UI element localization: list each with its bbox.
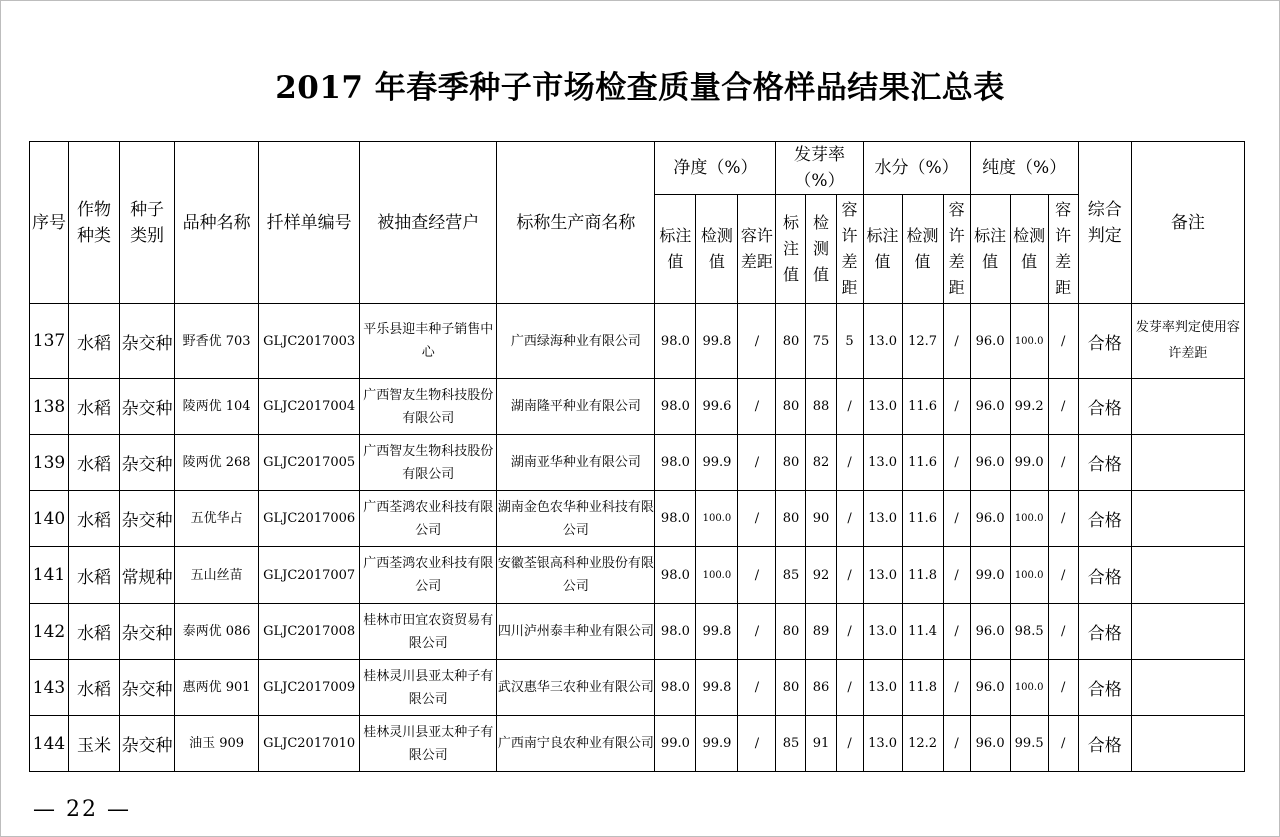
row-germ-tolerance: /: [836, 604, 863, 660]
header-seed-type: 种子类别: [120, 142, 175, 304]
row-sample-no: GLJC2017003: [259, 304, 360, 379]
header-moist-labeled: 标注值: [863, 195, 902, 304]
header-row-groups: [30, 142, 1245, 195]
row-dealer: 广西智友生物科技股份有限公司: [360, 379, 497, 435]
row-seq: 140: [30, 491, 69, 547]
header-crop: 作物种类: [69, 142, 120, 304]
row-clean-tested: 99.9: [696, 716, 738, 772]
row-pure-tolerance: /: [1048, 547, 1078, 604]
row-germ-labeled: 80: [776, 379, 806, 435]
row-clean-tolerance: /: [738, 716, 776, 772]
row-pure-labeled: 96.0: [970, 604, 1010, 660]
header-dealer: 被抽查经营户: [360, 142, 497, 304]
row-moist-tolerance: /: [943, 547, 970, 604]
row-moist-labeled: 13.0: [863, 660, 902, 716]
row-remark: [1131, 379, 1244, 435]
row-variety: 五山丝苗: [175, 547, 259, 604]
row-moist-tested: 11.8: [902, 547, 943, 604]
row-verdict: 合格: [1078, 660, 1131, 716]
row-germ-tolerance: /: [836, 716, 863, 772]
row-crop: 水稻: [69, 435, 120, 491]
row-verdict: 合格: [1078, 604, 1131, 660]
row-dealer: 广西荃鸿农业科技有限公司: [360, 547, 497, 604]
row-germ-tolerance: /: [836, 660, 863, 716]
row-variety: 惠两优 901: [175, 660, 259, 716]
row-germ-tolerance: /: [836, 491, 863, 547]
row-seed-type: 杂交种: [120, 379, 175, 435]
row-pure-tested: 99.5: [1010, 716, 1048, 772]
header-pure-tested: 检测值: [1010, 195, 1048, 304]
header-pure-labeled: 标注值: [970, 195, 1010, 304]
page-title: 2017 年春季种子市场检查质量合格样品结果汇总表: [275, 70, 1005, 106]
row-producer: 湖南金色农华种业科技有限公司: [497, 491, 655, 547]
row-clean-tested: 99.8: [696, 660, 738, 716]
row-clean-tolerance: /: [738, 435, 776, 491]
header-purity-clean: 净度（%）: [655, 142, 776, 195]
row-germ-tolerance: /: [836, 435, 863, 491]
row-clean-labeled: 99.0: [655, 716, 696, 772]
summary-table: [29, 141, 1245, 772]
row-remark: 发芽率判定使用容许差距: [1131, 304, 1244, 379]
row-clean-tolerance: /: [738, 304, 776, 379]
row-sample-no: GLJC2017004: [259, 379, 360, 435]
header-clean-tolerance: 容许差距: [738, 195, 776, 304]
row-clean-labeled: 98.0: [655, 304, 696, 379]
row-moist-tolerance: /: [943, 491, 970, 547]
row-germ-tolerance: 5: [836, 304, 863, 379]
row-pure-tolerance: /: [1048, 660, 1078, 716]
row-pure-labeled: 96.0: [970, 716, 1010, 772]
row-seed-type: 常规种: [120, 547, 175, 604]
row-seq: 143: [30, 660, 69, 716]
row-crop: 水稻: [69, 379, 120, 435]
row-pure-tolerance: /: [1048, 304, 1078, 379]
row-clean-tested: 99.6: [696, 379, 738, 435]
row-producer: 广西绿海种业有限公司: [497, 304, 655, 379]
row-seed-type: 杂交种: [120, 435, 175, 491]
row-variety: 泰两优 086: [175, 604, 259, 660]
row-pure-tested: 99.2: [1010, 379, 1048, 435]
row-germ-tested: 88: [806, 379, 836, 435]
row-pure-tolerance: /: [1048, 435, 1078, 491]
row-clean-labeled: 98.0: [655, 435, 696, 491]
header-producer: 标称生产商名称: [497, 142, 655, 304]
row-germ-labeled: 80: [776, 435, 806, 491]
row-variety: 陵两优 268: [175, 435, 259, 491]
row-dealer: 广西智友生物科技股份有限公司: [360, 435, 497, 491]
row-moist-labeled: 13.0: [863, 716, 902, 772]
row-germ-tested: 92: [806, 547, 836, 604]
row-moist-tested: 12.2: [902, 716, 943, 772]
row-pure-tested: 100.0: [1010, 304, 1048, 379]
row-clean-tested: 100.0: [696, 547, 738, 604]
row-dealer: 桂林市田宜农资贸易有限公司: [360, 604, 497, 660]
row-clean-tolerance: /: [738, 660, 776, 716]
row-clean-tolerance: /: [738, 547, 776, 604]
row-moist-tolerance: /: [943, 379, 970, 435]
row-clean-tolerance: /: [738, 604, 776, 660]
row-pure-tested: 100.0: [1010, 660, 1048, 716]
row-clean-tested: 100.0: [696, 491, 738, 547]
header-clean-tested: 检测值: [696, 195, 738, 304]
row-variety: 陵两优 104: [175, 379, 259, 435]
table-row: [30, 604, 1245, 660]
row-moist-tolerance: /: [943, 604, 970, 660]
header-moist-tolerance: 容许差距: [943, 195, 970, 304]
row-verdict: 合格: [1078, 716, 1131, 772]
table-row: [30, 379, 1245, 435]
row-moist-tested: 11.8: [902, 660, 943, 716]
row-moist-tested: 11.6: [902, 435, 943, 491]
row-verdict: 合格: [1078, 435, 1131, 491]
header-moist-tested: 检测值: [902, 195, 943, 304]
row-sample-no: GLJC2017009: [259, 660, 360, 716]
row-crop: 水稻: [69, 304, 120, 379]
row-producer: 广西南宁良农种业有限公司: [497, 716, 655, 772]
row-remark: [1131, 716, 1244, 772]
header-germ-tolerance: 容许差距: [836, 195, 863, 304]
table-row: [30, 660, 1245, 716]
row-pure-tested: 98.5: [1010, 604, 1048, 660]
row-seed-type: 杂交种: [120, 491, 175, 547]
row-germ-labeled: 80: [776, 660, 806, 716]
row-producer: 武汉惠华三农种业有限公司: [497, 660, 655, 716]
row-crop: 水稻: [69, 547, 120, 604]
row-clean-labeled: 98.0: [655, 379, 696, 435]
page-number: — 22 —: [33, 797, 131, 822]
row-dealer: 广西荃鸿农业科技有限公司: [360, 491, 497, 547]
table-row: [30, 491, 1245, 547]
row-clean-tolerance: /: [738, 491, 776, 547]
row-remark: [1131, 604, 1244, 660]
header-variety: 品种名称: [175, 142, 259, 304]
row-clean-labeled: 98.0: [655, 547, 696, 604]
row-pure-tolerance: /: [1048, 491, 1078, 547]
row-pure-labeled: 96.0: [970, 435, 1010, 491]
row-producer: 湖南亚华种业有限公司: [497, 435, 655, 491]
row-producer: 安徽荃银高科种业股份有限公司: [497, 547, 655, 604]
row-clean-tested: 99.8: [696, 604, 738, 660]
row-remark: [1131, 547, 1244, 604]
row-moist-tested: 12.7: [902, 304, 943, 379]
header-germination: 发芽率（%）: [776, 142, 863, 195]
row-seed-type: 杂交种: [120, 604, 175, 660]
header-sample-no: 扦样单编号: [259, 142, 360, 304]
row-germ-tested: 91: [806, 716, 836, 772]
row-moist-tolerance: /: [943, 304, 970, 379]
row-pure-tested: 100.0: [1010, 547, 1048, 604]
table-row: [30, 304, 1245, 379]
row-seq: 144: [30, 716, 69, 772]
row-germ-tested: 89: [806, 604, 836, 660]
row-seq: 139: [30, 435, 69, 491]
row-dealer: 桂林灵川县亚太种子有限公司: [360, 660, 497, 716]
row-clean-labeled: 98.0: [655, 660, 696, 716]
row-sample-no: GLJC2017007: [259, 547, 360, 604]
row-remark: [1131, 660, 1244, 716]
row-pure-tolerance: /: [1048, 604, 1078, 660]
row-moist-tolerance: /: [943, 660, 970, 716]
row-pure-tolerance: /: [1048, 716, 1078, 772]
row-moist-tested: 11.6: [902, 491, 943, 547]
row-producer: 湖南隆平种业有限公司: [497, 379, 655, 435]
row-clean-tested: 99.8: [696, 304, 738, 379]
row-pure-tested: 100.0: [1010, 491, 1048, 547]
row-crop: 水稻: [69, 660, 120, 716]
row-seq: 142: [30, 604, 69, 660]
row-crop: 玉米: [69, 716, 120, 772]
row-seed-type: 杂交种: [120, 660, 175, 716]
row-moist-tolerance: /: [943, 435, 970, 491]
row-germ-labeled: 80: [776, 604, 806, 660]
row-sample-no: GLJC2017010: [259, 716, 360, 772]
row-moist-labeled: 13.0: [863, 435, 902, 491]
header-purity-genetic: 纯度（%）: [970, 142, 1078, 195]
row-pure-tested: 99.0: [1010, 435, 1048, 491]
row-moist-tolerance: /: [943, 716, 970, 772]
row-variety: 五优华占: [175, 491, 259, 547]
row-germ-labeled: 85: [776, 716, 806, 772]
table-row: [30, 716, 1245, 772]
row-clean-tolerance: /: [738, 379, 776, 435]
row-germ-tested: 90: [806, 491, 836, 547]
row-dealer: 桂林灵川县亚太种子有限公司: [360, 716, 497, 772]
header-verdict: 综合判定: [1078, 142, 1131, 304]
row-remark: [1131, 435, 1244, 491]
row-germ-tolerance: /: [836, 379, 863, 435]
row-verdict: 合格: [1078, 491, 1131, 547]
row-clean-labeled: 98.0: [655, 491, 696, 547]
row-germ-labeled: 85: [776, 547, 806, 604]
row-variety: 油玉 909: [175, 716, 259, 772]
row-seed-type: 杂交种: [120, 716, 175, 772]
row-moist-labeled: 13.0: [863, 547, 902, 604]
row-pure-labeled: 99.0: [970, 547, 1010, 604]
row-germ-labeled: 80: [776, 491, 806, 547]
row-remark: [1131, 491, 1244, 547]
row-pure-tolerance: /: [1048, 379, 1078, 435]
row-germ-labeled: 80: [776, 304, 806, 379]
header-moisture: 水分（%）: [863, 142, 970, 195]
row-moist-labeled: 13.0: [863, 304, 902, 379]
row-germ-tested: 82: [806, 435, 836, 491]
header-remark: 备注: [1131, 142, 1244, 304]
row-verdict: 合格: [1078, 304, 1131, 379]
row-moist-tested: 11.4: [902, 604, 943, 660]
row-moist-labeled: 13.0: [863, 604, 902, 660]
row-seed-type: 杂交种: [120, 304, 175, 379]
row-dealer: 平乐县迎丰种子销售中心: [360, 304, 497, 379]
row-crop: 水稻: [69, 491, 120, 547]
row-seq: 137: [30, 304, 69, 379]
row-germ-tested: 86: [806, 660, 836, 716]
row-crop: 水稻: [69, 604, 120, 660]
row-moist-labeled: 13.0: [863, 379, 902, 435]
row-variety: 野香优 703: [175, 304, 259, 379]
row-germ-tested: 75: [806, 304, 836, 379]
row-pure-labeled: 96.0: [970, 379, 1010, 435]
row-producer: 四川泸州泰丰种业有限公司: [497, 604, 655, 660]
row-pure-labeled: 96.0: [970, 491, 1010, 547]
row-pure-labeled: 96.0: [970, 304, 1010, 379]
row-verdict: 合格: [1078, 547, 1131, 604]
table-row: [30, 435, 1245, 491]
header-clean-labeled: 标注值: [655, 195, 696, 304]
row-moist-labeled: 13.0: [863, 491, 902, 547]
row-seq: 138: [30, 379, 69, 435]
row-verdict: 合格: [1078, 379, 1131, 435]
row-sample-no: GLJC2017008: [259, 604, 360, 660]
row-germ-tolerance: /: [836, 547, 863, 604]
row-pure-labeled: 96.0: [970, 660, 1010, 716]
row-moist-tested: 11.6: [902, 379, 943, 435]
row-seq: 141: [30, 547, 69, 604]
row-clean-labeled: 98.0: [655, 604, 696, 660]
table-row: [30, 547, 1245, 604]
header-germ-labeled: 标注值: [776, 195, 806, 304]
header-seq: 序号: [30, 142, 69, 304]
row-sample-no: GLJC2017006: [259, 491, 360, 547]
header-pure-tolerance: 容许差距: [1048, 195, 1078, 304]
row-sample-no: GLJC2017005: [259, 435, 360, 491]
row-clean-tested: 99.9: [696, 435, 738, 491]
header-germ-tested: 检测值: [806, 195, 836, 304]
